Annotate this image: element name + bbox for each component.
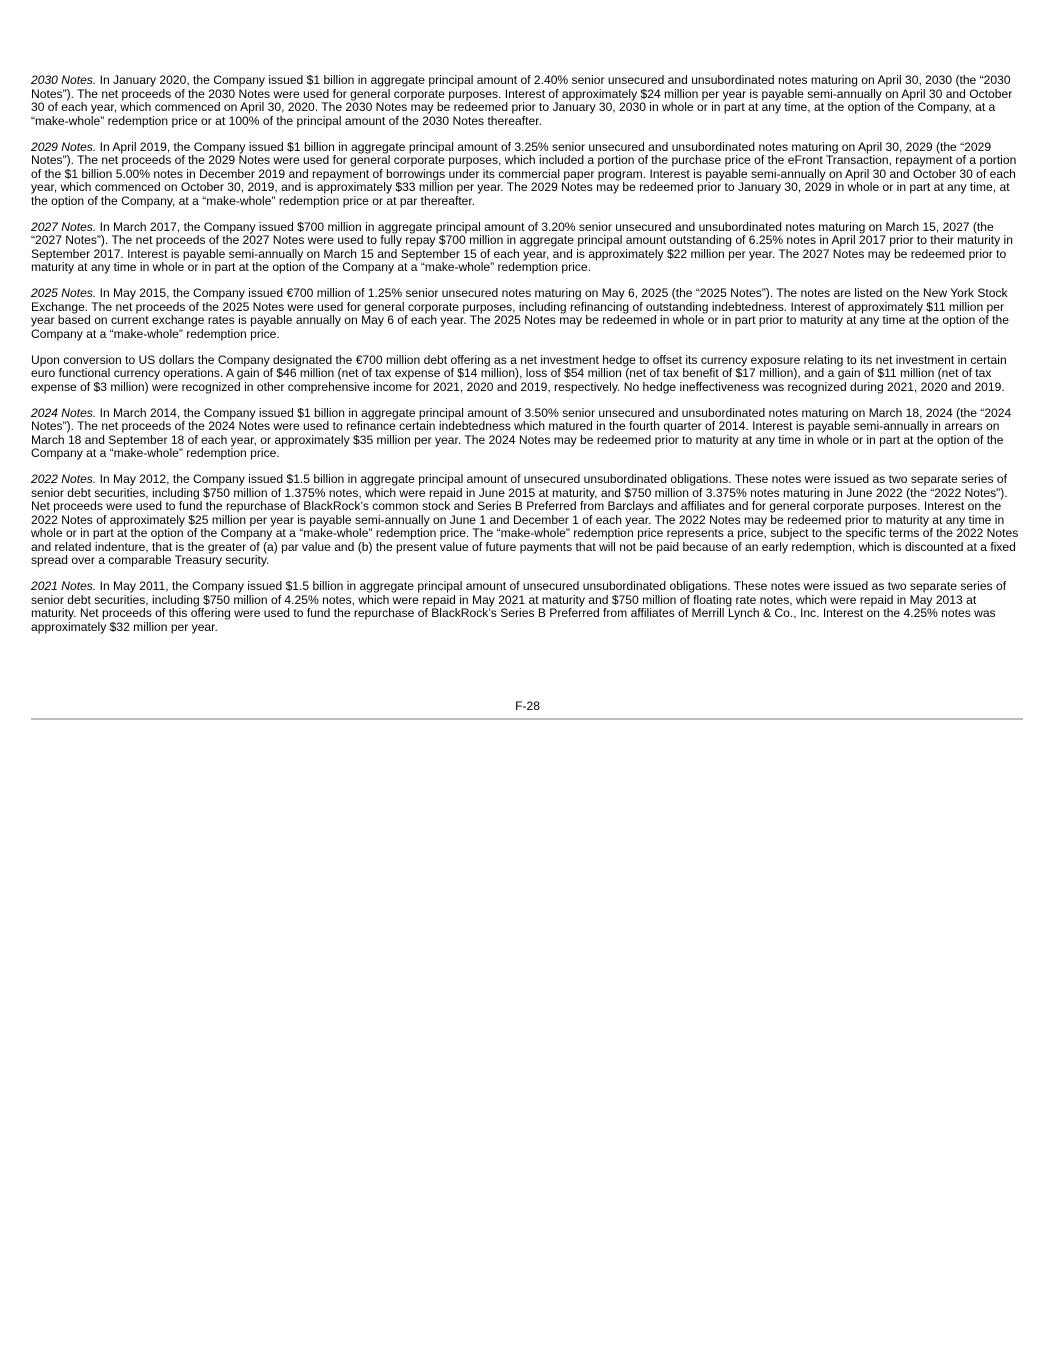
paragraph-heading: 2030 Notes. (31, 73, 97, 87)
paragraph-heading: 2027 Notes. (31, 219, 97, 234)
paragraph-text: In March 2014, the Company issued $1 billion in aggregate principal amount of 3.50% senior unsecured and unsubordinated notes maturing on March 18, 2024 (the “2024 Notes”). The net proceeds of the 2024 Notes were used to refinance certain indebtedness which matured in the fourth quarter of 2014. Interest is payable semi-annually in arrears on March 18 and September 18 of each year, or approximately $35 million per year. The 2024 Notes may be redeemed prior to maturity at any time in whole or in part at the option of the Company at a “make-whole” redemption price. (31, 405, 1012, 460)
paragraph-2029-notes (31, 141, 1023, 209)
document-body (31, 74, 1023, 647)
paragraph-text: In March 2017, the Company issued $700 million in aggregate principal amount of 3.20% senior unsecured and unsubordinated notes maturing on March 15, 2027 (the “2027 Notes”). The net proceeds of the 2027 Notes were used to fully repay $700 million in aggregate principal amount outstanding of 6.25% notes in April 2017 prior to their maturity in September 2017. Interest is payable semi-annually on March 15 and September 15 of each year, and is approximately $22 million per year. The 2027 Notes may be redeemed prior to maturity at any time in whole or in part at the option of the Company at a “make-whole” redemption price. (31, 219, 1013, 274)
page-divider (31, 718, 1023, 720)
paragraph-heading: 2025 Notes. (31, 286, 97, 300)
paragraph-text: In May 2015, the Company issued €700 million of 1.25% senior unsecured notes maturing on May 6, 2025 (the “2025 Notes”). The notes are listed on the New York Stock Exchange. The net proceeds of the 2025 Notes were used for general corporate purposes, including refinancing of outstanding indebtedness. Interest of approximately $11 million per year based on current exchange rates is payable annually on May 6 of each year. The 2025 Notes may be redeemed in whole or in part prior to maturity at any time at the option of the Company at a “make-whole” redemption price. (31, 286, 1009, 341)
paragraph-2024-notes (31, 407, 1023, 461)
paragraph-heading: 2029 Notes. (31, 139, 97, 154)
paragraph-2022-notes (31, 473, 1023, 568)
paragraph-text: In May 2012, the Company issued $1.5 billion in aggregate principal amount of unsecured unsubordinated obligations. These notes were issued as two separate series of senior debt securities, including $750 million of 1.375% notes, which were repaid in June 2015 at maturity, and $750 million of 3.375% notes maturing in June 2022 (the “2022 Notes”). Net proceeds were used to fund the repurchase of BlackRock’s common stock and Series B Preferred from Barclays and affiliates and for general corporate purposes. Interest on the 2022 Notes of approximately $25 million per year is payable semi-annually on June 1 and December 1 of each year. The 2022 Notes may be redeemed prior to maturity at any time in whole or in part at the option of the Company at a “make-whole” redemption price. The “make-whole” redemption price represents a price, subject to the specific terms of the 2022 Notes and related indenture, that is the greater of (a) par value and (b) the present value of future payments that will not be paid because of an early redemption, which is discounted at a fixed spread over a comparable Treasury security. (31, 472, 1019, 567)
paragraph-2025-notes (31, 287, 1023, 341)
paragraph-heading: 2022 Notes. (31, 472, 97, 486)
paragraph-heading: 2021 Notes. (31, 579, 97, 593)
paragraph-2027-notes (31, 221, 1023, 275)
paragraph-2021-notes (31, 580, 1023, 634)
paragraph-text: In January 2020, the Company issued $1 billion in aggregate principal amount of 2.40% senior unsecured and unsubordinated notes maturing on April 30, 2030 (the “2030 Notes”). The net proceeds of the 2030 Notes were used for general corporate purposes. Interest of approximately $24 million per year is payable semi-annually on April 30 and October 30 of each year, which commenced on April 30, 2020. The 2030 Notes may be redeemed prior to January 30, 2030 in whole or in part at any time, at the option of the Company, at a “make-whole” redemption price or at 100% of the principal amount of the 2030 Notes thereafter. (31, 73, 1013, 128)
paragraph-text: Upon conversion to US dollars the Company designated the €700 million debt offering as a net investment hedge to offset its currency exposure relating to its net investment in certain euro functional currency operations. A gain of $46 million (net of tax expense of $14 million), loss of $54 million (net of tax benefit of $17 million), and a gain of $11 million (net of tax expense of $3 million) were recognized in other comprehensive income for 2021, 2020 and 2019, respectively. No hedge ineffectiveness was recognized during 2021, 2020 and 2019. (31, 352, 1007, 394)
paragraph-text: In May 2011, the Company issued $1.5 billion in aggregate principal amount of unsecured unsubordinated obligations. These notes were issued as two separate series of senior debt securities, including $750 million of 4.25% notes, which were repaid in May 2021 at maturity and $750 million of floating rate notes, which were repaid in May 2013 at maturity. Net proceeds of this offering were used to fund the repurchase of BlackRock’s Series B Preferred from affiliates of Merrill Lynch & Co., Inc. Interest on the 4.25% notes was approximately $32 million per year. (31, 579, 1007, 634)
paragraph-heading: 2024 Notes. (31, 405, 97, 420)
paragraph-net-investment-hedge (31, 354, 1023, 395)
page-number: F-28 (515, 699, 540, 713)
paragraph-text: In April 2019, the Company issued $1 billion in aggregate principal amount of 3.25% senior unsecured and unsubordinated notes maturing on April 30, 2029 (the “2029 Notes”). The net proceeds of the 2029 Notes were used for general corporate purposes, which included a portion of the purchase price of the eFront Transaction, repayment of a portion of the $1 billion 5.00% notes in December 2019 and repayment of borrowings under its commercial paper program. Interest is payable semi-annually on April 30 and October 30 of each year, which commenced on October 30, 2019, and is approximately $33 million per year. The 2029 Notes may be redeemed prior to January 30, 2029 in whole or in part at any time, at the option of the Company, at a “make-whole” redemption price or at par thereafter. (31, 139, 1017, 208)
paragraph-2030-notes (31, 74, 1023, 128)
